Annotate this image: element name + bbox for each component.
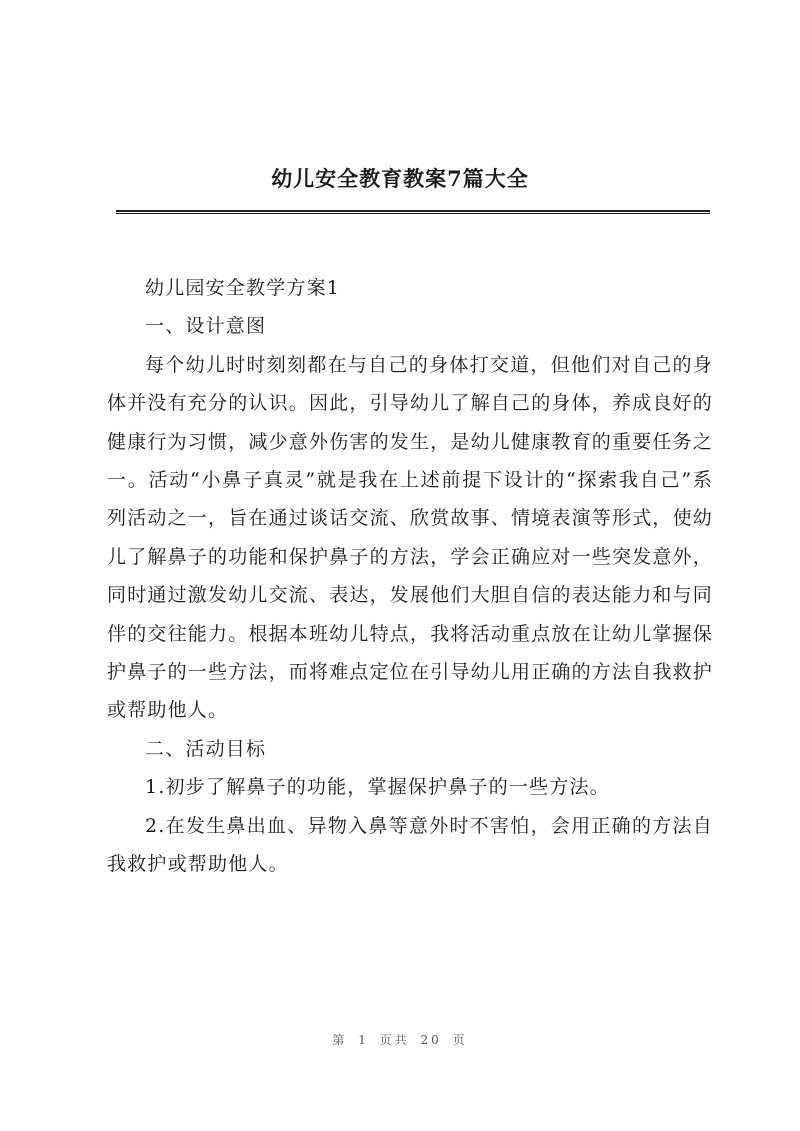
subsection-heading: 一、设计意图: [145, 315, 267, 338]
document-title: 幼儿安全教育教案7篇大全: [271, 166, 529, 191]
total-pages-number: 20: [420, 1033, 442, 1047]
title-divider: [116, 210, 710, 214]
body-paragraph: 每个幼儿时时刻刻都在与自己的身体打交道，但他们对自己的身体并没有充分的认识。因此，引导幼儿了解自己的身体，养成良好的健康行为习惯，减少意外伤害的发生，是幼儿健康教育的重要任务之一。活动“小鼻子真灵”就是我在上述前提下设计的“探索我自己”系列活动之一，旨在通过谈话交流、欣赏故事、情境表演等形式，使幼儿了解鼻子的功能和保护鼻子的方法，学会正确应对一些突发意外，同时通过激发幼儿交流、表达，发展他们大胆自信的表达能力和与同伴的交往能力。根据本班幼儿特点，我将活动重点放在让幼儿掌握保护鼻子的一些方法，而将难点定位在引导幼儿用正确的方法自我救护或帮助他人。: [107, 353, 714, 722]
subsection-heading: 二、活动目标: [145, 737, 267, 760]
list-item: 1.初步了解鼻子的功能，掌握保护鼻子的一些方法。: [145, 776, 610, 799]
document-body: [107, 269, 713, 884]
current-page-number: 1: [358, 1033, 369, 1047]
page-footer: [0, 1031, 800, 1048]
list-item: 2.在发生鼻出血、异物入鼻等意外时不害怕，会用正确的方法自我救护或帮助他人。: [107, 814, 713, 876]
section-heading: 幼儿园安全教学方案1: [145, 277, 341, 299]
page-label-middle: 页共: [379, 1033, 410, 1047]
page-label-suffix: 页: [452, 1033, 468, 1047]
page-label-prefix: 第: [332, 1033, 348, 1047]
